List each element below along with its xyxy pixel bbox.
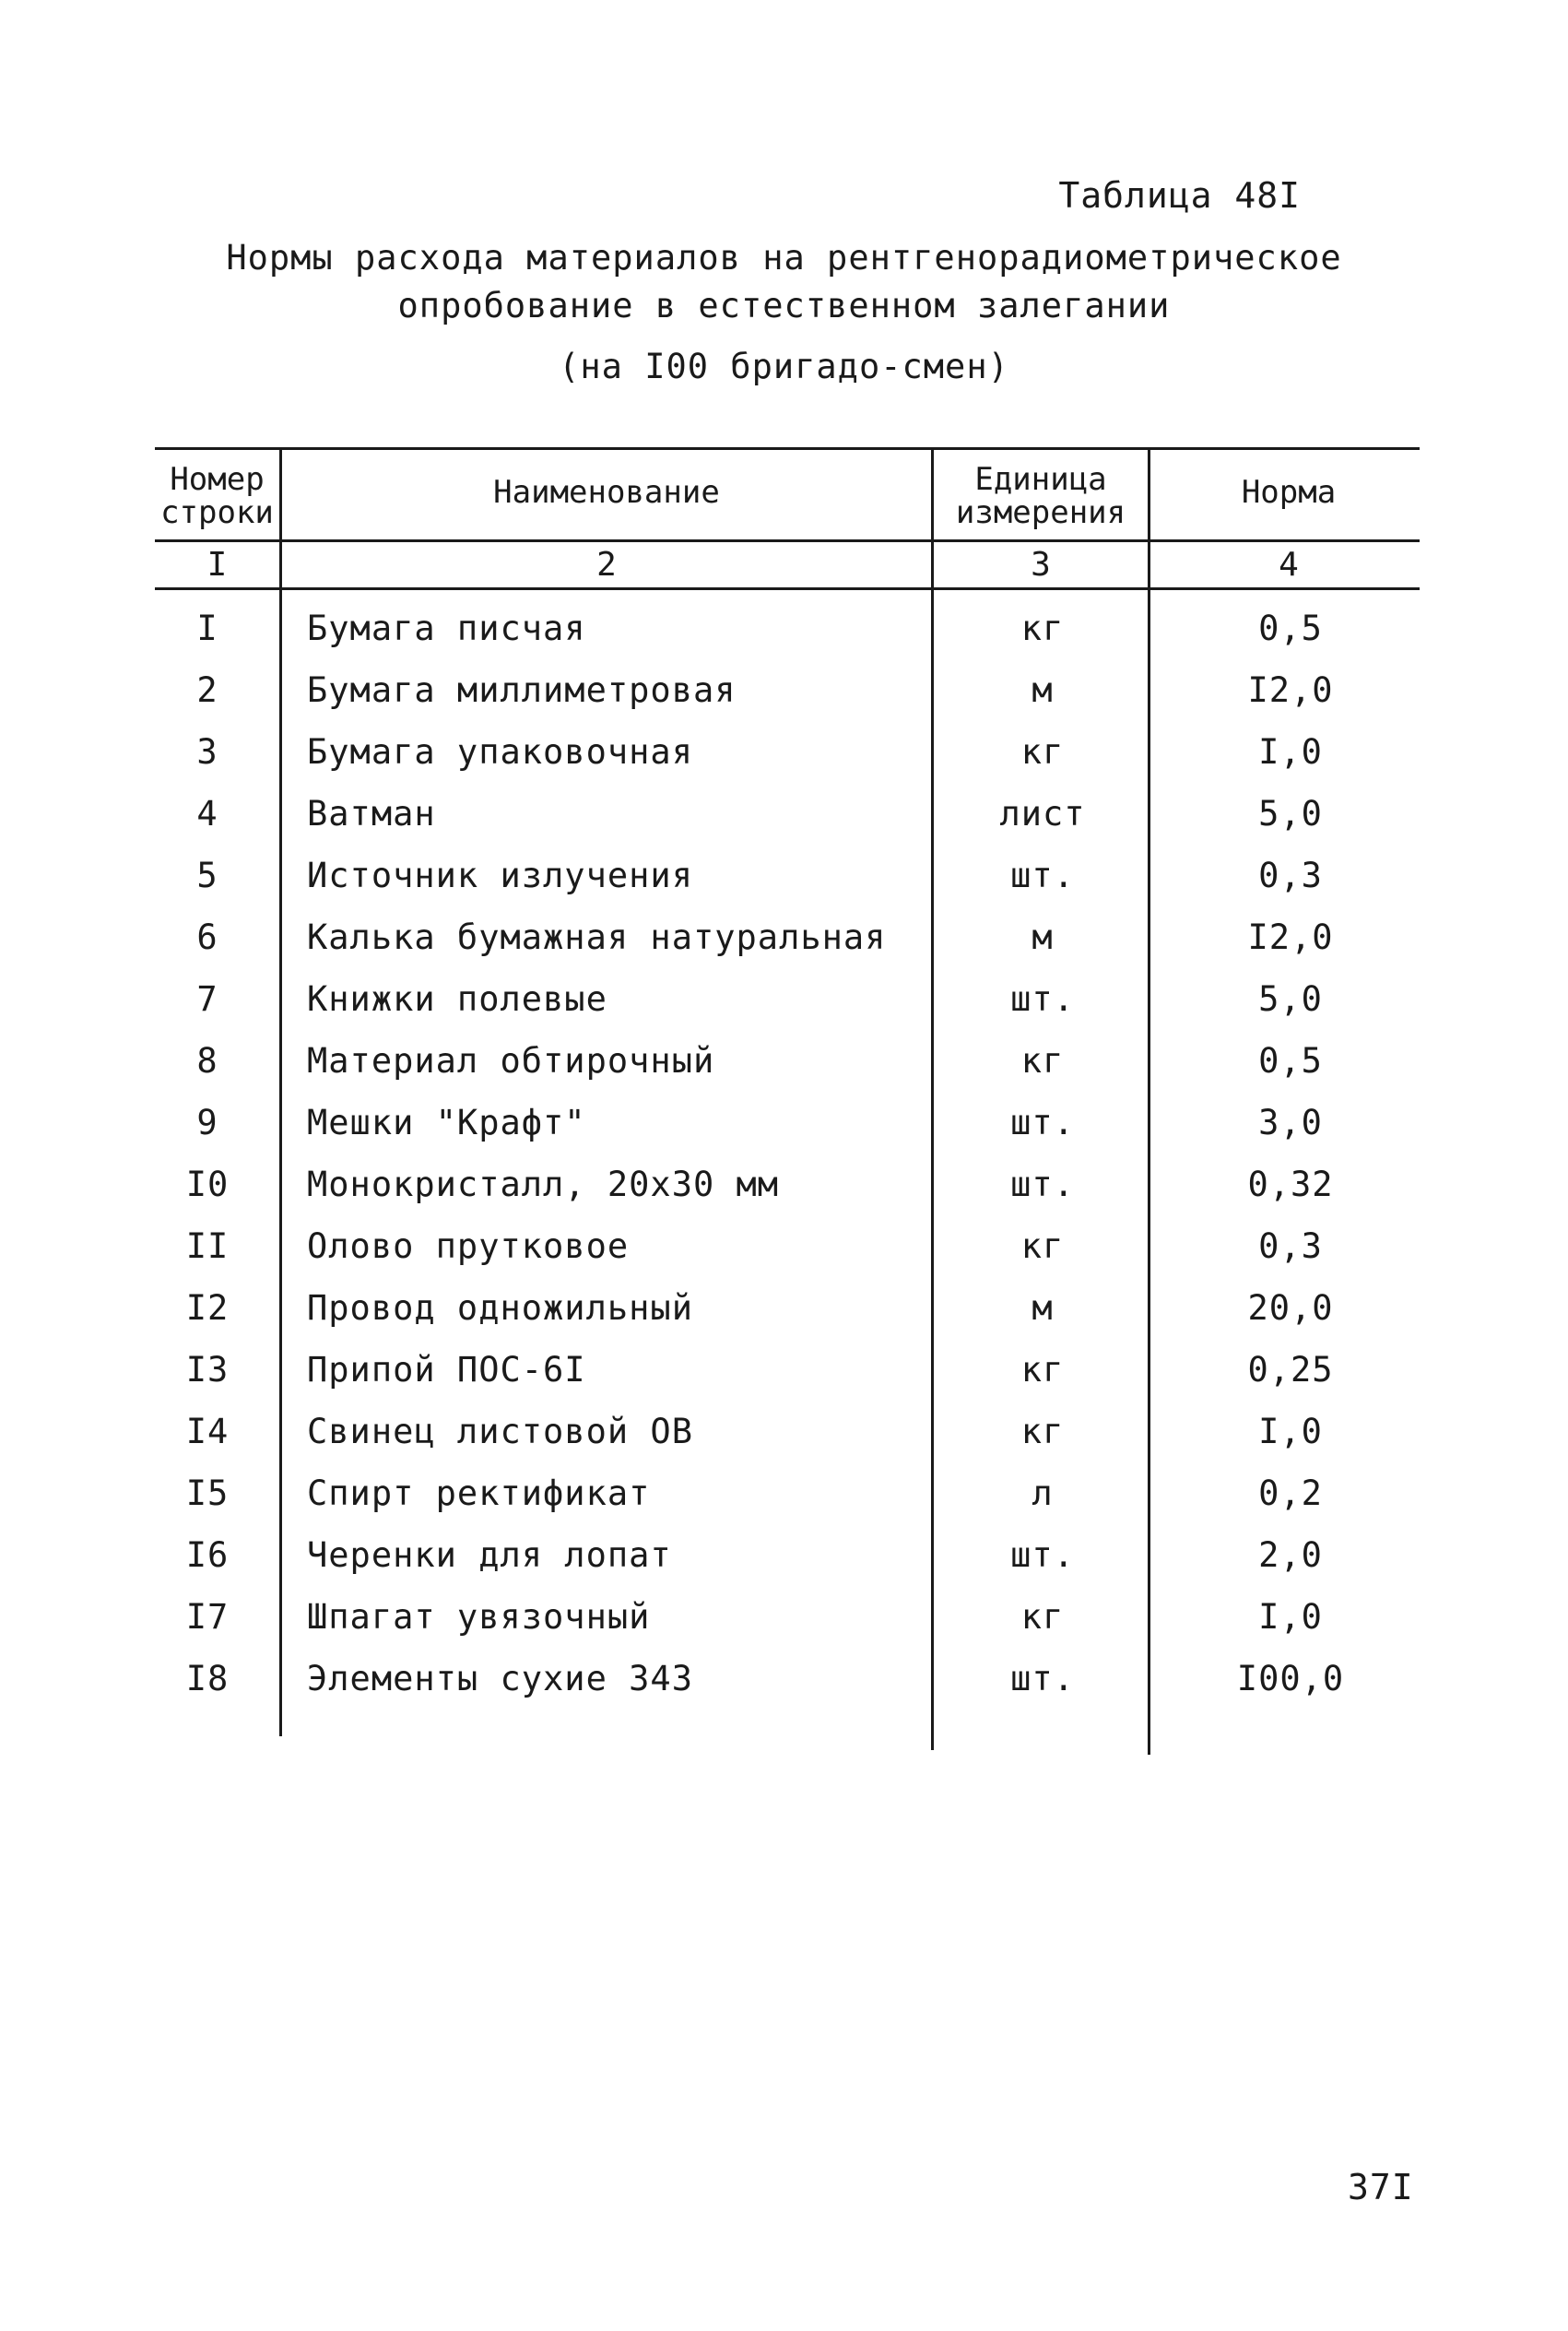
table-row — [0, 979, 1568, 1040]
row-name: Калька бумажная натуральная — [307, 917, 887, 957]
row-norm: 20,0 — [1247, 1288, 1334, 1328]
row-norm: I00,0 — [1236, 1659, 1345, 1698]
row-unit: кг — [1020, 1226, 1065, 1266]
row-norm: I,0 — [1258, 732, 1323, 772]
row-norm: 0,3 — [1258, 856, 1323, 895]
table-row — [0, 1165, 1568, 1225]
row-unit: кг — [1020, 1412, 1065, 1451]
row-norm: 0,2 — [1258, 1473, 1323, 1513]
row-norm: I,0 — [1258, 1597, 1323, 1637]
row-unit: м — [1032, 1288, 1054, 1328]
row-number: I0 — [185, 1165, 230, 1204]
row-number: 8 — [196, 1041, 218, 1081]
row-number: 5 — [196, 856, 218, 895]
table-row — [0, 609, 1568, 669]
row-name: Свинец листовой ОВ — [307, 1412, 693, 1451]
row-name: Припой ПОС-6I — [307, 1350, 586, 1390]
row-number: I2 — [185, 1288, 230, 1328]
row-name: Провод одножильный — [307, 1288, 693, 1328]
row-unit: кг — [1020, 1350, 1065, 1390]
row-name: Мешки "Крафт" — [307, 1103, 586, 1142]
table-row — [0, 917, 1568, 978]
header-bottom-rule — [155, 539, 1420, 542]
row-unit: шт. — [1010, 856, 1075, 895]
row-norm: 0,5 — [1258, 1041, 1323, 1081]
row-unit: лист — [999, 794, 1086, 834]
row-number: 6 — [196, 917, 218, 957]
row-norm: 0,5 — [1258, 609, 1323, 648]
column-number-rule — [155, 587, 1420, 590]
table-row — [0, 1041, 1568, 1102]
table-row — [0, 732, 1568, 793]
row-number: 7 — [196, 979, 218, 1019]
table-row — [0, 670, 1568, 731]
title-line-3: (на I00 бригадо-смен) — [559, 347, 1009, 386]
row-unit: кг — [1020, 732, 1065, 772]
row-unit: м — [1032, 670, 1054, 710]
row-name: Спирт ректификат — [307, 1473, 651, 1513]
row-norm: I2,0 — [1247, 670, 1334, 710]
row-name: Элементы сухие 343 — [307, 1659, 693, 1698]
column-number-3: 3 — [1031, 546, 1051, 584]
row-norm: 3,0 — [1258, 1103, 1323, 1142]
table-label: Таблица 48I — [1058, 175, 1301, 216]
page-number: 37I — [1348, 2167, 1414, 2207]
table-row — [0, 1288, 1568, 1349]
row-norm: I,0 — [1258, 1412, 1323, 1451]
row-number: II — [185, 1226, 230, 1266]
row-number: I8 — [185, 1659, 230, 1698]
table-row — [0, 1412, 1568, 1473]
row-name: Шпагат увязочный — [307, 1597, 651, 1637]
row-number: I6 — [185, 1535, 230, 1575]
row-norm: 5,0 — [1258, 979, 1323, 1019]
table-row — [0, 1535, 1568, 1596]
row-name: Бумага миллиметровая — [307, 670, 737, 710]
row-name: Олово прутковое — [307, 1226, 630, 1266]
table-row — [0, 1473, 1568, 1534]
row-norm: 2,0 — [1258, 1535, 1323, 1575]
row-name: Черенки для лопат — [307, 1535, 672, 1575]
row-number: 4 — [196, 794, 218, 834]
row-norm: 0,3 — [1258, 1226, 1323, 1266]
row-unit: шт. — [1010, 1535, 1075, 1575]
row-number: I5 — [185, 1473, 230, 1513]
table-row — [0, 1226, 1568, 1287]
header-name: Наименование — [493, 474, 720, 511]
row-number: I — [196, 609, 218, 648]
row-unit: м — [1032, 917, 1054, 957]
row-number: 9 — [196, 1103, 218, 1142]
row-number: 3 — [196, 732, 218, 772]
row-name: Ватман — [307, 794, 436, 834]
table-row — [0, 794, 1568, 855]
row-name: Монокристалл, 20x30 мм — [307, 1165, 780, 1204]
row-unit: шт. — [1010, 1103, 1075, 1142]
row-norm: 0,25 — [1247, 1350, 1334, 1390]
title-line-2: опробование в естественном залегании — [397, 286, 1171, 325]
header-row-number: Номер строки — [160, 461, 274, 531]
table-top-rule — [155, 447, 1420, 450]
row-name: Источник излучения — [307, 856, 693, 895]
column-number-1: I — [206, 546, 228, 584]
table-row — [0, 1350, 1568, 1411]
table-row — [0, 1659, 1568, 1720]
row-unit: кг — [1020, 609, 1065, 648]
title-line-1: Нормы расхода материалов на рентгенорадиометрическое — [226, 238, 1342, 278]
column-number-4: 4 — [1279, 546, 1299, 584]
row-unit: кг — [1020, 1041, 1065, 1081]
row-unit: шт. — [1010, 1165, 1075, 1204]
row-number: I3 — [185, 1350, 230, 1390]
row-name: Книжки полевые — [307, 979, 607, 1019]
row-norm: 5,0 — [1258, 794, 1323, 834]
row-unit: шт. — [1010, 979, 1075, 1019]
row-unit: л — [1032, 1473, 1054, 1513]
row-name: Бумага упаковочная — [307, 732, 693, 772]
row-unit: кг — [1020, 1597, 1065, 1637]
table-row — [0, 1597, 1568, 1658]
row-norm: I2,0 — [1247, 917, 1334, 957]
row-norm: 0,32 — [1247, 1165, 1334, 1204]
header-unit: Единица измерения — [955, 461, 1126, 531]
table-row — [0, 856, 1568, 917]
row-unit: шт. — [1010, 1659, 1075, 1698]
row-name: Материал обтирочный — [307, 1041, 715, 1081]
row-number: I4 — [185, 1412, 230, 1451]
row-number: 2 — [196, 670, 218, 710]
row-name: Бумага писчая — [307, 609, 586, 648]
row-number: I7 — [185, 1597, 230, 1637]
header-norm: Норма — [1241, 474, 1337, 511]
table-row — [0, 1103, 1568, 1164]
column-number-2: 2 — [596, 546, 617, 584]
